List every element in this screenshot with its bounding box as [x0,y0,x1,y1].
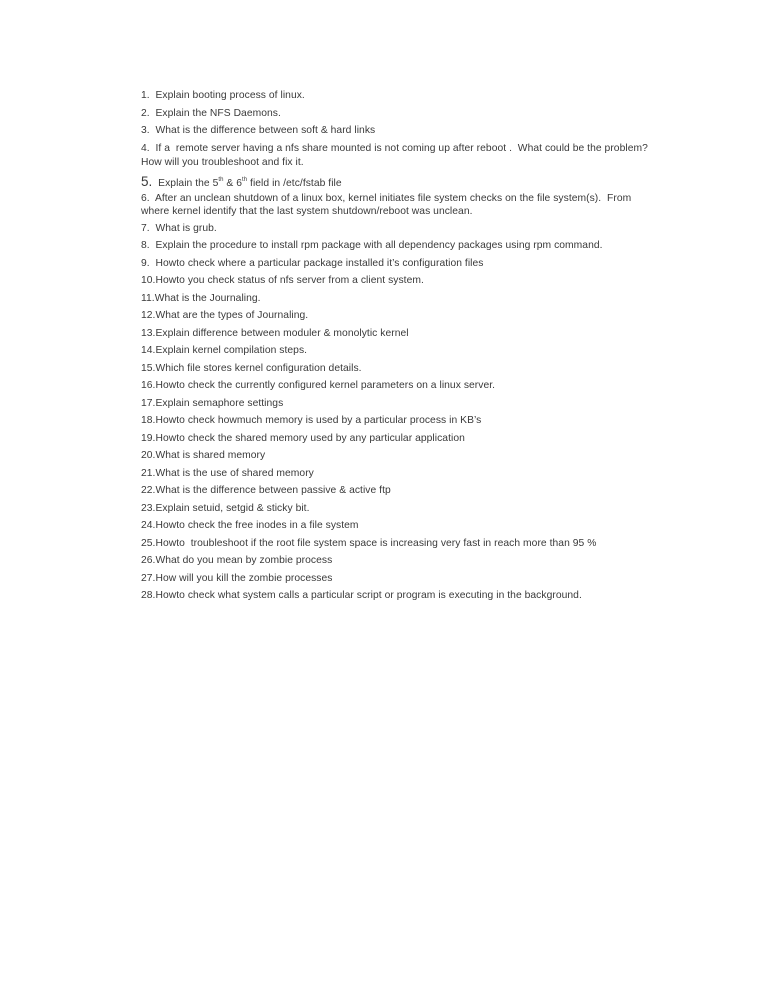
item-number: 5. [141,173,153,189]
list-item [141,222,661,236]
list-item [141,519,661,533]
item-number: 15. [141,362,156,374]
item-number: 19. [141,432,156,444]
item-number: 1. [141,90,150,101]
item-text: What is the Journaling. [154,292,261,304]
list-item [141,502,661,516]
item-number: 7. [141,222,150,234]
item-number: 28. [141,590,156,601]
superscript: th [242,176,248,183]
item-text: Explain the procedure to install rpm package with all dependency packages using rpm command. [149,240,603,251]
list-item [141,362,661,376]
list-item [141,172,661,192]
item-number: 18. [141,415,156,426]
item-text: Howto you check status of nfs server from a client system. [155,275,424,286]
item-text: Howto check what system calls a particular script or program is executing in the background. [155,590,582,601]
item-text: Howto check the free inodes in a file system [155,520,359,531]
item-number: 20. [141,450,156,461]
question-list [141,89,661,607]
item-text: Howto check where a particular package installed it’s configuration files [149,257,484,269]
item-number: 6. [141,192,150,204]
item-text: What do you mean by zombie process [155,555,333,566]
item-text: What is the use of shared memory [155,467,314,479]
item-text: Explain semaphore settings [155,397,284,409]
list-item [141,397,661,411]
list-item [141,432,661,446]
list-item [141,344,661,358]
list-item [141,379,661,393]
superscript: th [218,176,224,183]
item-text: Explain setuid, setgid & sticky bit. [155,502,310,514]
item-number: 27. [141,572,156,584]
item-number: 2. [141,107,150,119]
item-number: 13. [141,327,156,339]
list-item [141,554,661,568]
item-number: 26. [141,555,156,566]
item-number: 3. [141,125,150,136]
list-item [141,327,661,341]
item-number: 8. [141,240,150,251]
item-text: What is shared memory [155,450,266,461]
item-number: 24. [141,520,156,531]
item-text: Howto check howmuch memory is used by a particular process in KB’s [155,415,482,426]
item-number: 22. [141,485,156,496]
item-number: 9. [141,257,150,269]
item-text: Explain difference between moduler & monolytic kernel [155,327,409,339]
item-text: Which file stores kernel configuration details. [155,362,362,374]
item-number: 17. [141,397,156,409]
list-item [141,467,661,481]
item-number: 11. [141,292,155,304]
list-item [141,89,661,103]
list-item [141,309,661,323]
list-item [141,257,661,271]
list-item [141,537,661,551]
list-item [141,239,661,253]
item-text: Explain kernel compilation steps. [155,345,308,356]
item-text: field in /etc/fstab file [247,177,342,189]
list-item [141,124,661,138]
item-text: What is the difference between passive & active ftp [155,485,391,496]
item-number: 21. [141,467,156,479]
item-text: & 6 [223,177,243,189]
list-item [141,107,661,121]
item-number: 23. [141,502,156,514]
item-number: 12. [141,310,156,321]
item-text: What are the types of Journaling. [155,310,309,321]
item-text: What is the difference between soft & hard links [149,125,376,136]
item-text: After an unclean shutdown of a linux box, kernel initiates file system checks on the file system(s). From where kernel identify that the last system shutdown/reboot was unclean. [141,192,635,217]
item-text: Explain the 5 [152,177,219,189]
item-number: 16. [141,380,156,391]
list-item [141,192,661,218]
list-item [141,274,661,288]
list-item [141,589,661,603]
item-text: If a remote server having a nfs share mounted is not coming up after reboot . What could be the problem? How will you troubleshoot and fix it. [141,142,654,168]
item-text: Explain the NFS Daemons. [149,107,281,119]
item-text: What is grub. [149,222,217,234]
item-number: 14. [141,345,156,356]
item-number: 4. [141,142,150,154]
item-text: Explain booting process of linux. [149,90,305,101]
list-item [141,449,661,463]
item-text: Howto check the shared memory used by any particular application [155,432,465,444]
item-number: 25. [141,537,156,549]
item-text: How will you kill the zombie processes [155,572,333,584]
item-text: Howto check the currently configured kernel parameters on a linux server. [155,380,496,391]
list-item [141,484,661,498]
item-text: Howto troubleshoot if the root file system space is increasing very fast in reach more than 95 % [155,537,597,549]
list-item [141,414,661,428]
item-number: 10. [141,275,156,286]
list-item [141,142,661,170]
list-item [141,292,661,306]
list-item [141,572,661,586]
